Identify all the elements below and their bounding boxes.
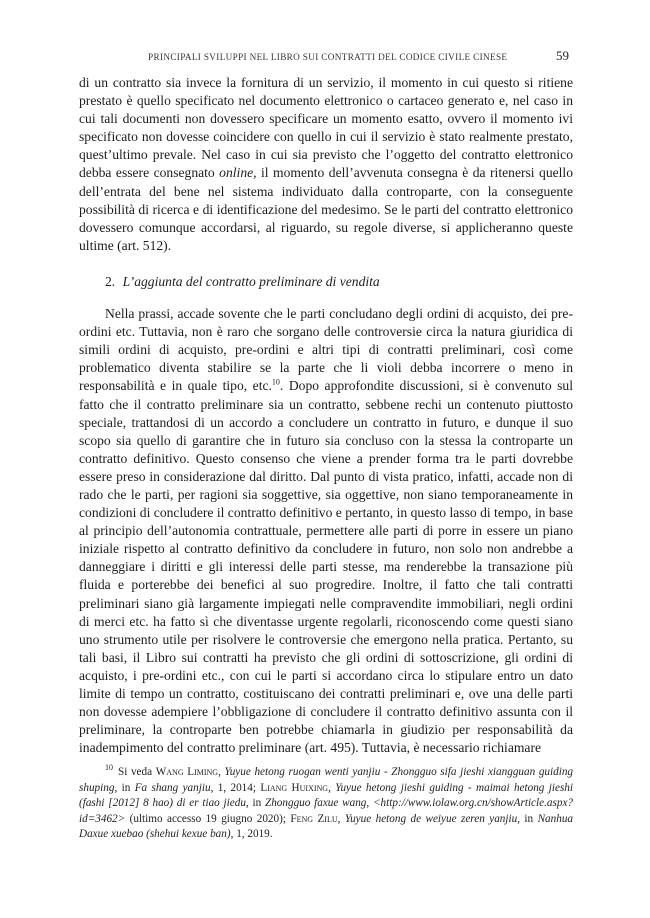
page-number: 59 <box>556 48 569 63</box>
journal-title: Zhongguo faxue wang <box>264 797 367 809</box>
author-name: Wang Liming <box>155 766 219 778</box>
source-url[interactable]: <http://www.iolaw.org.cn/showArticle.aspx?id=3462> <box>79 797 573 825</box>
section-title: L’aggiunta del contratto preliminare di vendita <box>122 273 380 289</box>
work-title: Yuyue hetong de weiyue zeren yanjiu <box>344 812 518 825</box>
paragraph-2: Nella prassi, accade sovente che le parti concludano degli ordini di acquisto, dei pre-ordini etc. Tuttavia, non è raro che sorgano delle controversie circa la natura giuridica di simili ordini di acquisto, pre-ordini e altri tipi di contratti preliminari, così come problematico diventa stabilire se la parte che li violi debba incorrere o meno in responsabilità e in quale tipo, etc.$^{10}$. Dopo approfondite discussioni, si è convenuto sul fatto che il contratto preliminare sia un contratto, sebbene rechi un contenuto piuttosto speciale, trattandosi di un accordo a concludere un contratto in futuro, e dunque il suo scopo sia quello di garantire che in futuro sia concluso con la stessa la controparte un contratto definitivo. Questo consenso che viene a prender forma tra le parti dovrebbe essere preso in considerazione dal diritto. Dal punto di vista pratico, infatti, accade non di rado che le parti, per ragioni sia soggettive, sia oggettive, non siano temporaneamente in condizioni di concludere il contratto definitivo e pertanto, in questo lasso di tempo, in base al principio dell’autonomia contrattuale, permettere alle parti di porre in essere un piano iniziale rispetto al contratto definitivo da concludere in futuro, non solo non andrebbe a danneggiare i diritti e gli interessi delle parti stesse, ma renderebbe la transazione più fluida e porterebbe dei benefici al suo progredire. Inoltre, il fatto che tali contratti preliminari siano già largamente impiegati nelle compravendite immobiliari, negli ordini di merci etc. ha fatto sì che diventasse urgente regolarli, riconoscendo come questi siano uno strumento utile per risolvere le controversie che emergono nella pratica. Pertanto, su tali basi, il Libro sui contratti ha previsto che gli ordini di sottoscrizione, gli ordini di acquisto, i pre-ordini etc., con cui le parti si accordano circa lo stipulare entro un dato limite di tempo un contratto, costituiscano dei contratti preliminari e, ove una delle parti non dovesse adempiere l’obbligazione di concludere il contratto definitivo assunta con il preliminare, la controparte ben potrebbe chiamarla in giudizio per responsabilità da inadempimento del contratto preliminare (art. 495). Tuttavia, è necessario richiamare <box>79 306 574 756</box>
running-header <box>0 48 650 68</box>
section-heading <box>79 273 573 291</box>
journal-title: Nanhua Daxue xuebao (shehui kexue ban) <box>79 812 574 840</box>
footnote-reference[interactable]: 10 <box>271 377 280 387</box>
author-name: Liang Huixing <box>260 781 329 794</box>
author-name: Feng Zilu <box>290 812 338 825</box>
work-title: Yuyue hetong jieshi guiding - maimai hetong jieshi (fashi [2012] 8 hao) di er tiao jiedu <box>79 781 574 809</box>
running-title: PRINCIPALI SVILUPPI NEL LIBRO SUI CONTRATTI DEL CODICE CIVILE CINESE <box>148 52 508 62</box>
footnotes <box>79 765 573 843</box>
paragraph-1: di un contratto sia invece la fornitura di un servizio, il momento in cui questo si ritiene prestato è quello specificato nel documento elettronico o cartaceo generato e, nel caso in cui tali documenti non dovessero specificare un momento esatto, ovvero il momento ivi specificato non dovesse coincidere con quello in cui il servizio è stato realmente prestato, quest’ultimo prevale. Nel caso in cui sia previsto che l’oggetto del contratto elettronico debba essere consegnato online, il momento dell’avvenuta consegna è da ritenersi quello dell’entrata del bene nel sistema individuato dalla controparte, con la conseguente possibilità di ricerca e di identificazione del medesimo. Se le parti del contratto elettronico dovessero comunque accordarsi, al riguardo, su regole diverse, si applicheranno queste ultime (art. 512). <box>79 75 573 253</box>
section-number: 2. <box>105 273 116 289</box>
emphasis-online: online <box>219 165 254 181</box>
footnote-number: 10 <box>105 763 113 773</box>
footnote-10: $^{10}$ Si veda Wang Liming, Yuyue hetong ruogan wenti yanjiu - Zhongguo sifa jieshi xiangguan guiding shuping, in Fa shang yanjiu, 1, 2014; Liang Huixing, Yuyue hetong jieshi guiding - maimai hetong jieshi (fashi [2012] 8 hao) di er tiao jiedu, in Zhongguo faxue wang, <http://www.iolaw.org.cn/showArticle.aspx?id=3462> (ultimo accesso 19 giugno 2020); Feng Zilu, Yuyue hetong de weiyue zeren yanjiu, in Nanhua Daxue xuebao (shehui kexue ban), 1, 2019. <box>79 763 574 840</box>
journal-title: Fa shang yanjiu <box>134 781 211 794</box>
work-title: Yuyue hetong ruogan wenti yanjiu - Zhongguo sifa jieshi xiangguan guiding shuping <box>79 766 574 794</box>
body-text <box>79 74 573 757</box>
